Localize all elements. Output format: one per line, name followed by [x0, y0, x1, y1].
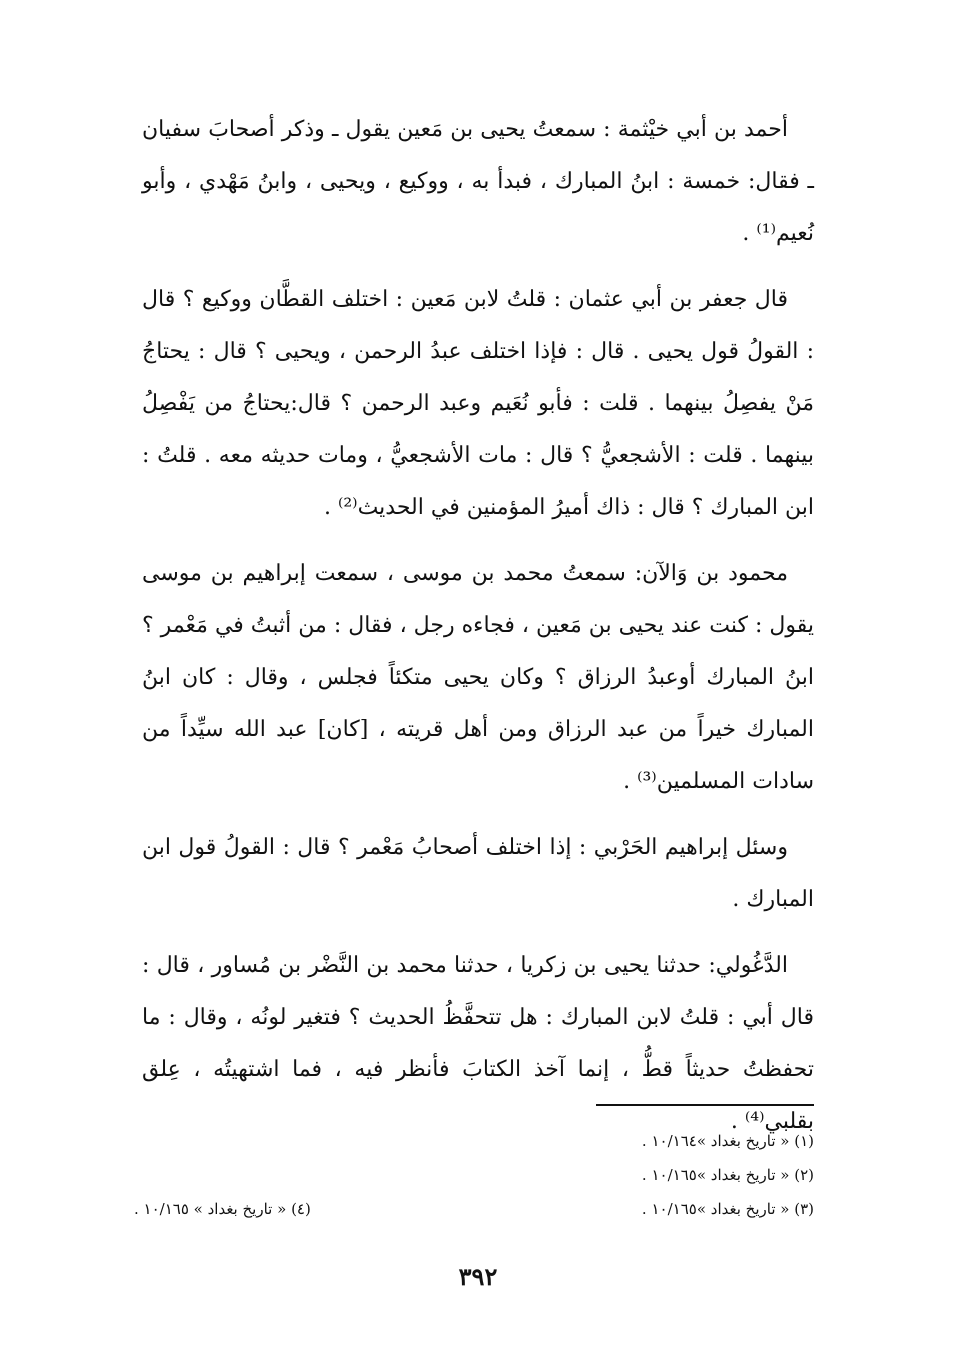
- footnote-separator: [596, 1104, 814, 1106]
- footnote-2: (٢) « تاريخ بغداد »١٠/١٦٥ .: [641, 1166, 814, 1184]
- footnote-row: [134, 1158, 814, 1192]
- footnotes: [134, 1124, 814, 1226]
- paragraph-1: أحمد بن أبي خيْثمة : سمعتُ يحيى بن مَعين يقول ـ وذكر أصحابَ سفيان ـ فقال: خمسة : ابنُ المبارك ، فبدأ به ، ووكيع ، ويحيى ، وابنُ مَهْدي ، وأبو نُعيم⁽¹⁾ .: [142, 117, 814, 246]
- page-number: ٣٩٢: [458, 1262, 498, 1291]
- main-text: [142, 104, 814, 1162]
- footnote-row: [134, 1124, 814, 1158]
- paragraph-2: قال جعفر بن أبي عثمان : قلتُ لابن مَعين : اختلف القطَّان ووكيع ؟ قال : القولُ قول يحيى . قال : فإذا اختلف عبدُ الرحمن ، ويحيى ؟ قال : يحتاجُ مَنْ يفصِلُ بينهما . قلت : فأبو نُعَيم وعبد الرحمن ؟ قال:يحتاجُ من يَفْصِلُ بينهما . قلت : الأشجعيُّ ؟ قال : مات الأشجعيُّ ، ومات حديثه معه . قلتُ : ابن المبارك ؟ قال : ذاك أميرُ المؤمنين في الحديث⁽²⁾ .: [142, 287, 814, 520]
- paragraph-4: وسئل إبراهيم الحَرْبي : إذا اختلف أصحابُ مَعْمر ؟ قال : القولُ قول ابن المبارك .: [142, 835, 814, 912]
- paragraph-5: الدَّغُولي: حدثنا يحيى بن زكريا ، حدثنا محمد بن النَّضْر بن مُساور ، قال : قال أبي : قلتُ لابن المبارك : هل تتحفَّظُ الحديث ؟ فتغير لونُه ، وقال : ما تحفظتُ حديثاً قطُّ ، إنما آخذ الكتابَ فأنظر فيه ، فما اشتهيتُه ، عِلق بقلبي⁽⁴⁾ .: [142, 953, 814, 1134]
- paragraph-3: محمود بن وَالآن: سمعتُ محمد بن موسى ، سمعت إبراهيم بن موسى يقول : كنت عند يحيى بن مَعين ، فجاءه رجل ، فقال : من أثبتُ في مَعْمر ؟ ابنُ المبارك أوعبدُ الرزاق ؟ وكان يحيى متكئاً فجلس ، وقال : كان ابنُ المبارك خيراً من عبد الرزاق ومن أهل قريته ، [كان] عبد الله سيِّداً من سادات المسلمين⁽³⁾ .: [142, 561, 814, 794]
- footnote-4: (٤) « تاريخ بغداد » ١٠/١٦٥ .: [134, 1200, 311, 1218]
- footnote-1: (١) « تاريخ بغداد »١٠/١٦٤ .: [641, 1132, 814, 1150]
- footnote-3: (٣) « تاريخ بغداد »١٠/١٦٥ .: [641, 1200, 814, 1218]
- footnote-row: [134, 1192, 814, 1226]
